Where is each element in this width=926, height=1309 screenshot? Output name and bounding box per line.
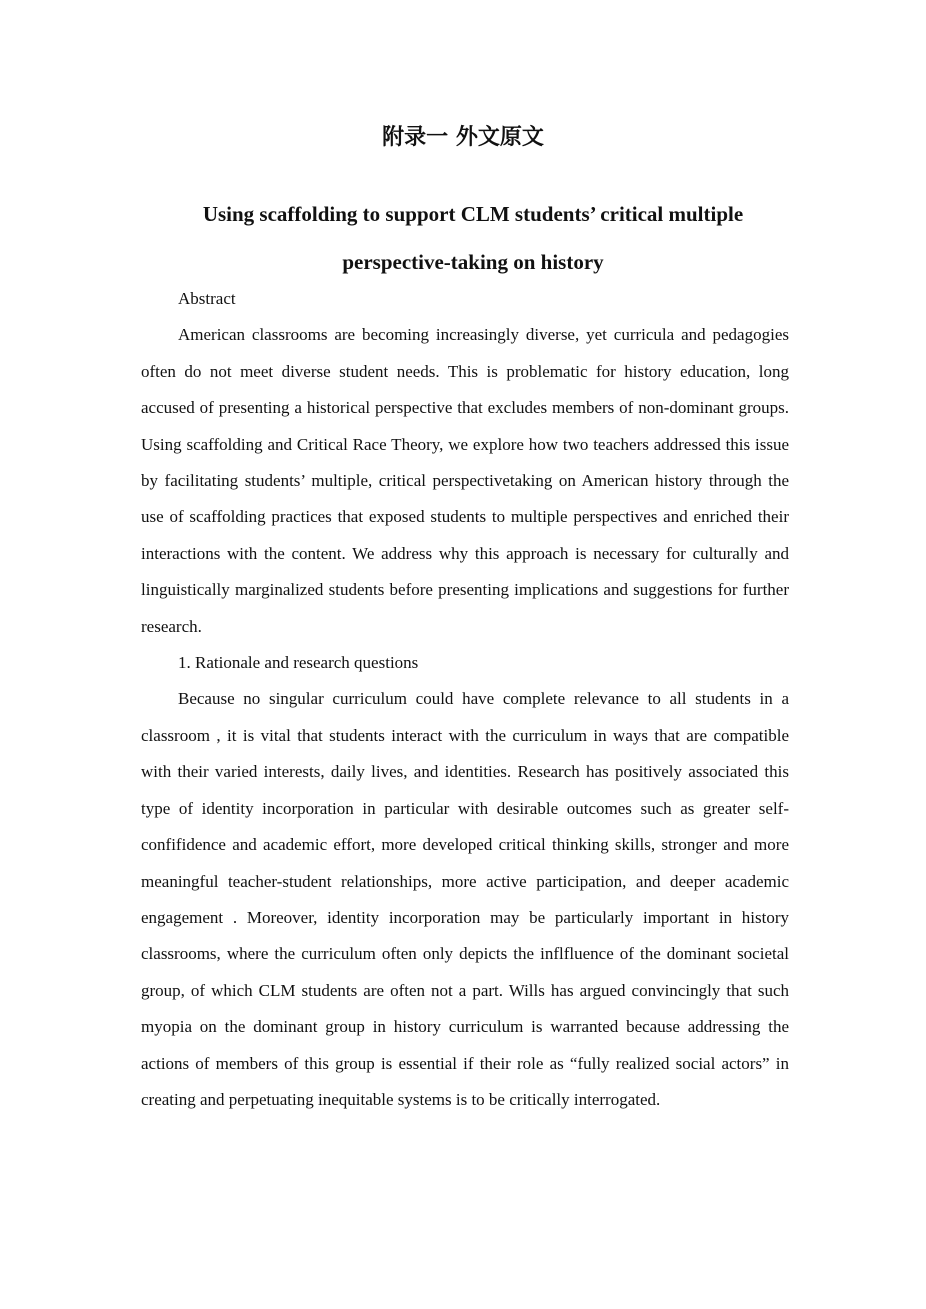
document-body	[141, 281, 789, 1118]
section-heading-rationale: 1. Rationale and research questions	[178, 653, 419, 673]
abstract-heading: Abstract	[178, 289, 236, 308]
article-title-line-2: perspective-taking on history	[342, 250, 604, 274]
article-title	[150, 190, 796, 286]
article-title-line-1: Using scaffolding to support CLM students’ critical multiple	[202, 202, 744, 226]
abstract-paragraph: American classrooms are becoming increasingly diverse, yet curricula and pedagogies often do not meet diverse student needs. This is problematic for history education, long accused of presenting a historical perspective that excludes members of non-dominant groups. Using scaffolding and Critical Race Theory, we explore how two teachers addressed this issue by facilitating students’ multiple, critical perspectivetaking on American history through the use of scaffolding practices that exposed students to multiple perspectives and enriched their interactions with the content. We address why this approach is necessary for culturally and linguistically marginalized students before presenting implications and suggestions for further research.	[141, 325, 789, 636]
section-paragraph-rationale: Because no singular curriculum could have complete relevance to all students in a classroom , it is vital that students interact with the curriculum in ways that are compatible with their varied interests, daily lives, and identities. Research has positively associated this type of identity incorporation in particular with desirable outcomes such as greater self-confifidence and academic effort, more developed critical thinking skills, stronger and more meaningful teacher-student relationships, more active participation, and deeper academic engagement . Moreover, identity incorporation may be particularly important in history classrooms, where the curriculum often only depicts the inflfluence of the dominant societal group, of which CLM students are often not a part. Wills has argued convincingly that such myopia on the dominant group in history curriculum is warranted because addressing the actions of members of this group is essential if their role as “fully realized social actors” in creating and perpetuating inequitable systems is to be critically interrogated.	[141, 689, 789, 1109]
appendix-title: 附录一 外文原文	[382, 125, 544, 150]
